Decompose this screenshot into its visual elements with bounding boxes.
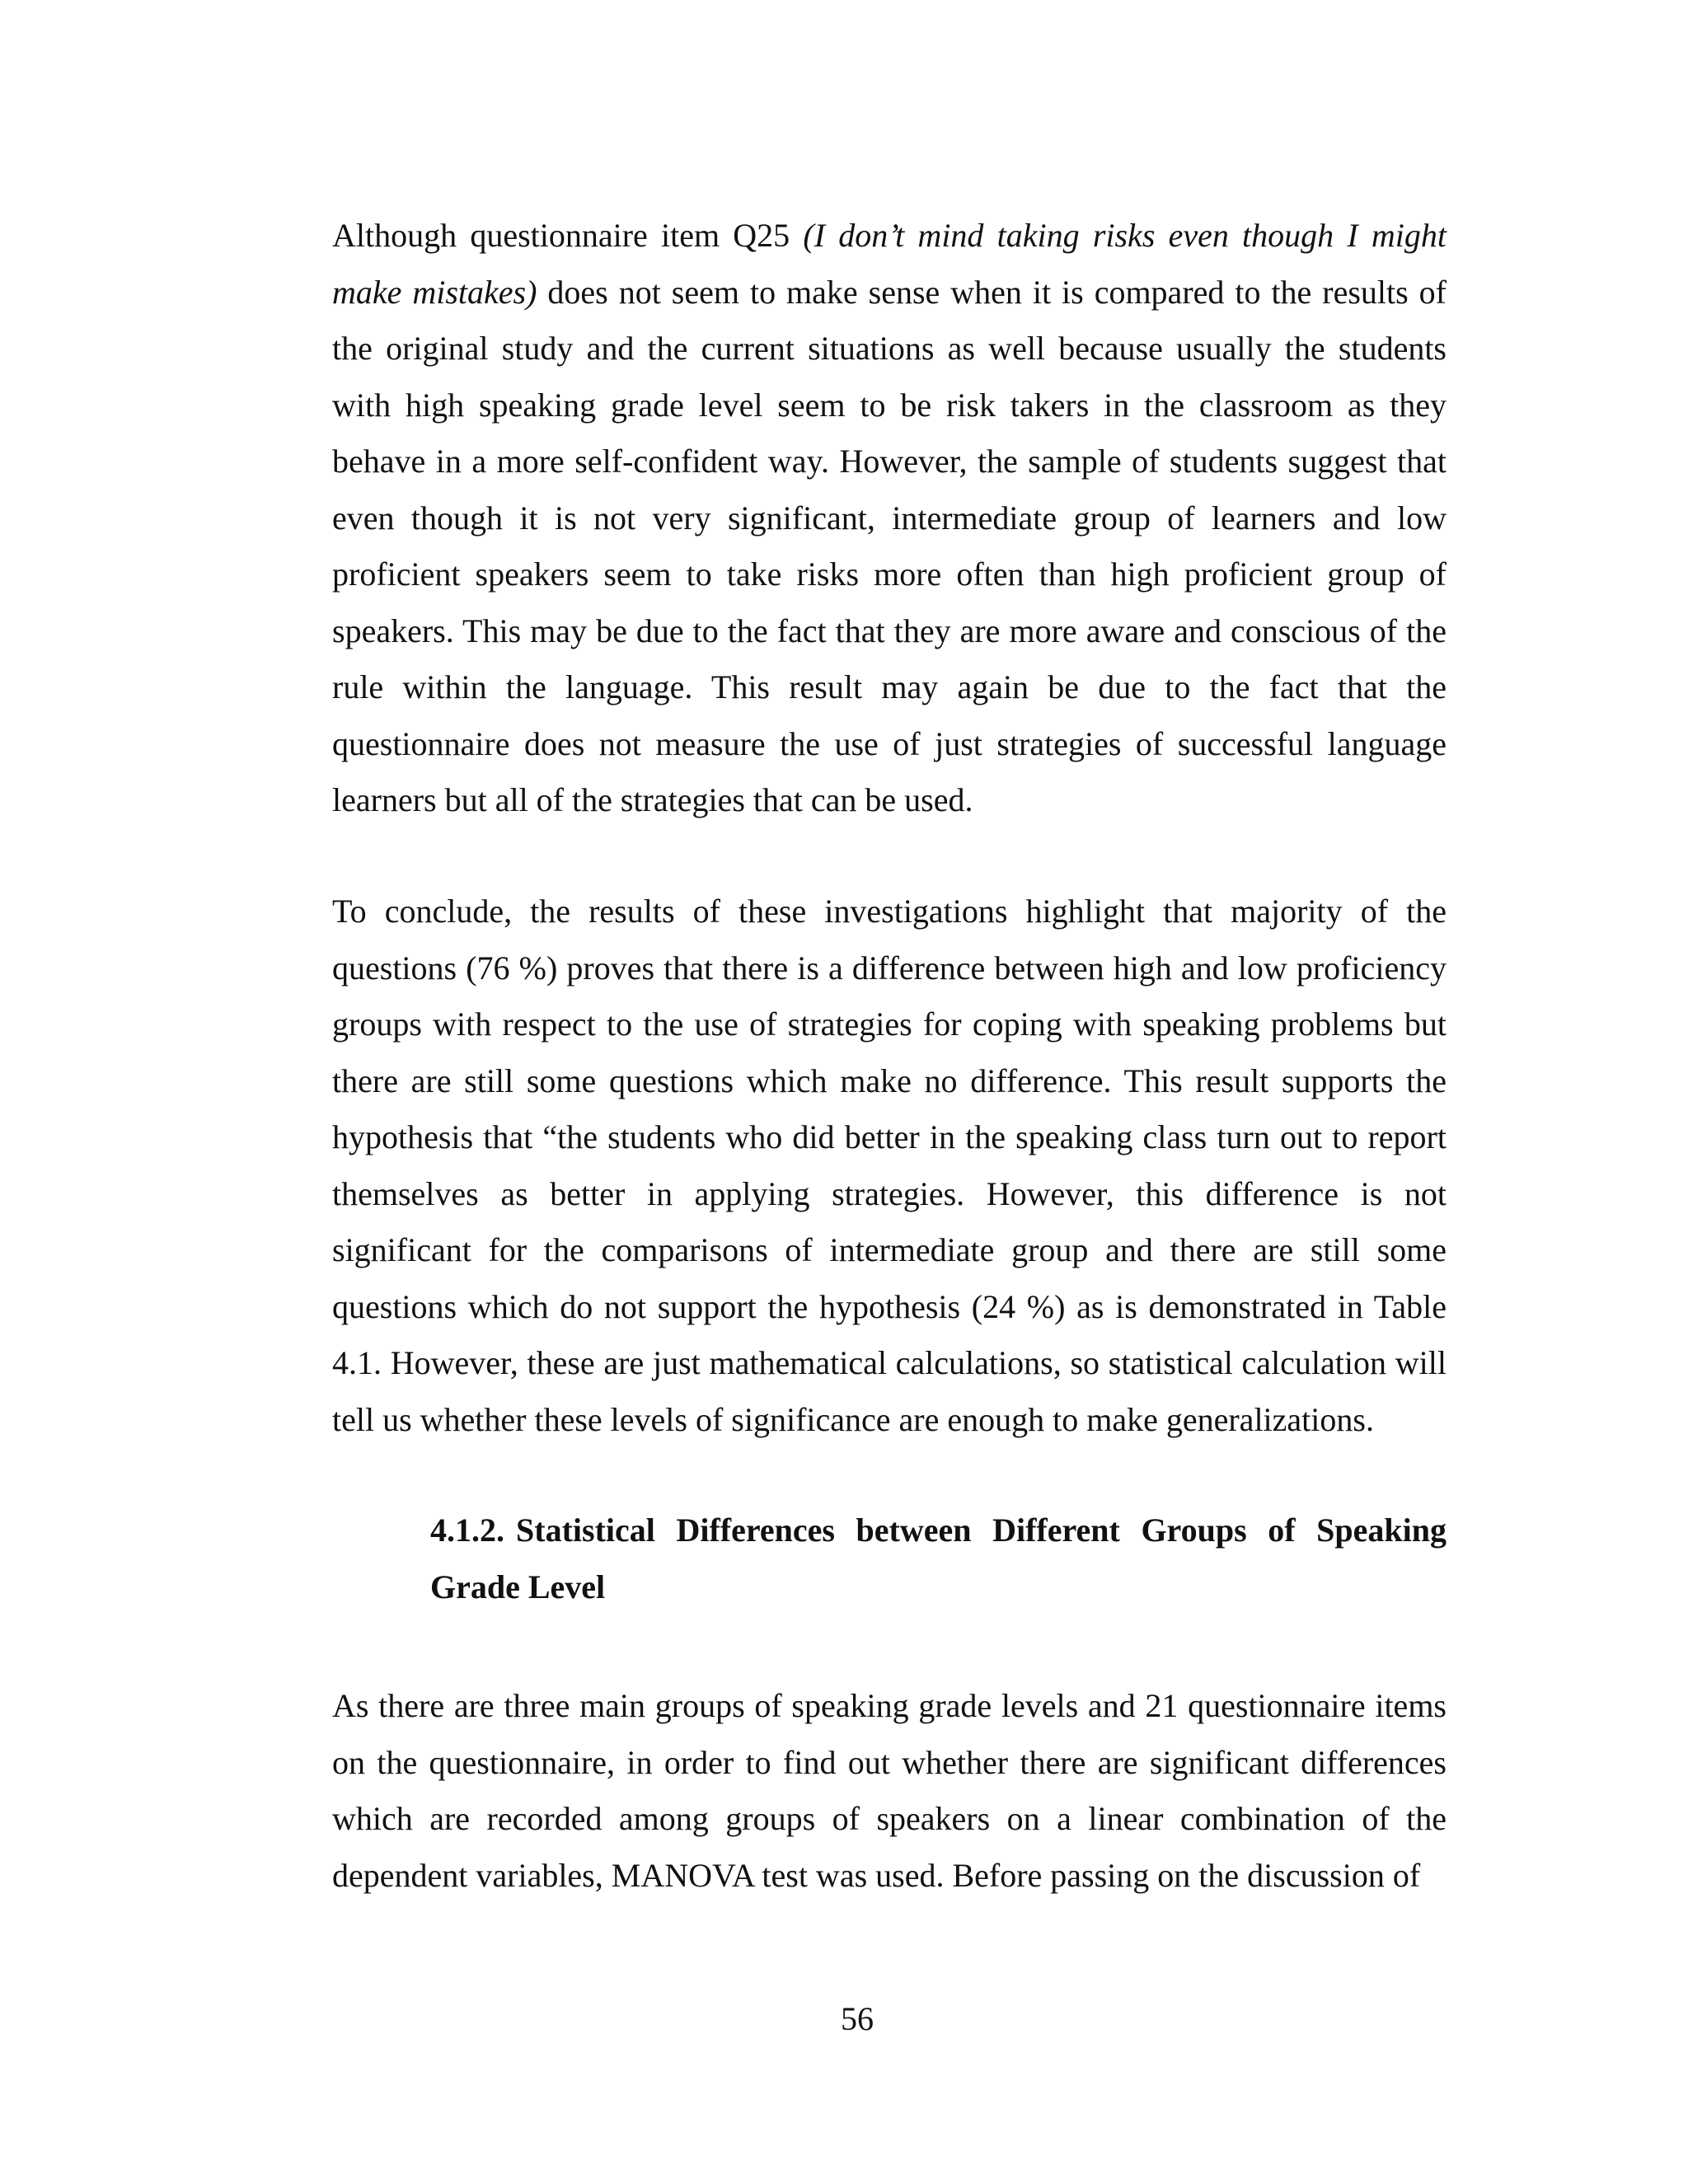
paragraph-text-after: does not seem to make sense when it is compared to the results of the original study and the current situations as well because usually the students with high speaking grade level seem to be risk takers in the classroom as they behave in a more self-confident way. However, the sample of students suggest that even though it is not very significant, intermediate group of learners and low proficient speakers seem to take risks more often than high proficient group of speakers. This may be due to the fact that they are more aware and conscious of the rule within the language. This result may again be due to the fact that the questionnaire does not measure the use of just strategies of successful language learners but all of the strategies that can be used. xyxy=(332,273,1447,818)
paragraph-manova: As there are three main groups of speaking grade levels and 21 questionnaire items on the questionnaire, in order to find out whether there are significant differences which are recorded among groups of speakers on a linear combination of the dependent variables, MANOVA test was used. Before passing on the discussion of xyxy=(332,1687,1447,1894)
paragraph-conclusion: To conclude, the results of these investigations highlight that majority of the questions (76 %) proves that there is a difference between high and low proficiency groups with respect to the use of strategies for coping with speaking problems but there are still some questions which make no difference. This result supports the hypothesis that “the students who did better in the speaking class turn out to report themselves as better in applying strategies. However, this difference is not significant for the comparisons of intermediate group and there are still some questions which do not support the hypothesis (24 %) as is demonstrated in Table 4.1. However, these are just mathematical calculations, so statistical calculation will tell us whether these levels of significance are enough to make generalizations. xyxy=(332,893,1447,1438)
section-number: 4.1.2. xyxy=(430,1511,504,1549)
paragraph-risk-taking xyxy=(332,208,1447,829)
section-title: Statistical Differences between Different Groups of Speaking Grade Level xyxy=(430,1511,1447,1605)
paragraph-text-before: Although questionnaire item Q25 xyxy=(332,217,804,254)
page-number: 56 xyxy=(841,2000,874,2037)
questionnaire-item-quote: (I don’t mind taking risks even though I might make mistakes) xyxy=(332,217,1447,311)
section-heading xyxy=(430,1502,1447,1615)
